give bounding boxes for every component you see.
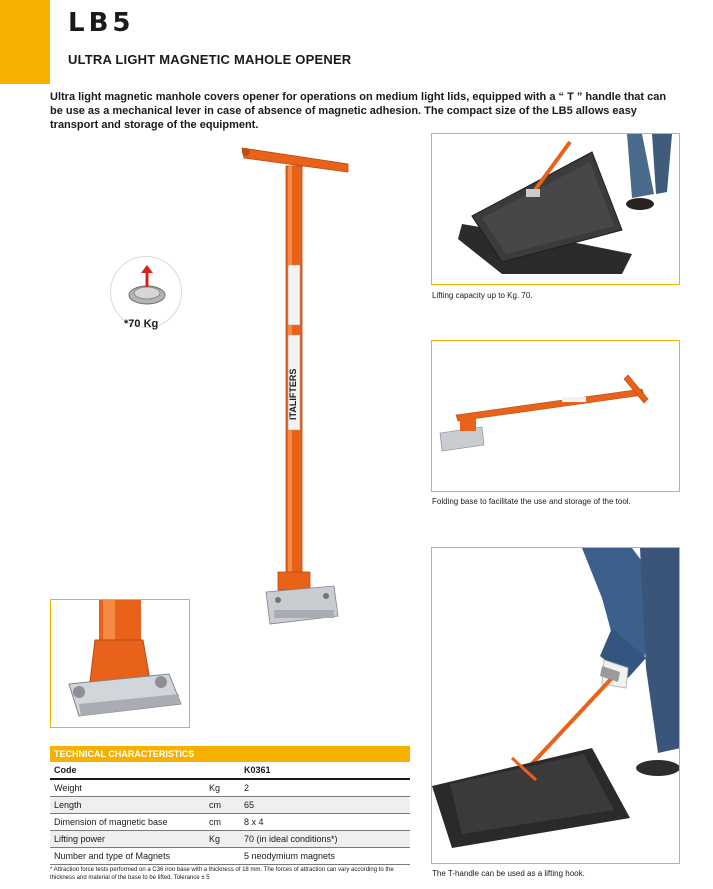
table-row xyxy=(50,847,410,864)
photo-folding-base xyxy=(431,340,680,492)
row-unit xyxy=(205,762,240,779)
table-row xyxy=(50,796,410,813)
photo-base-detail xyxy=(50,599,190,728)
table-row-code xyxy=(50,762,410,779)
photo-caption-1: Lifting capacity up to Kg. 70. xyxy=(432,291,533,300)
row-label: Dimension of magnetic base xyxy=(50,813,205,830)
row-label: Weight xyxy=(50,779,205,796)
row-label: Lifting power xyxy=(50,830,205,847)
row-value: 5 neodymium magnets xyxy=(240,847,410,864)
row-value: 2 xyxy=(240,779,410,796)
table-header: TECHNICAL CHARACTERISTICS xyxy=(50,746,410,762)
page-title: LB5 xyxy=(68,8,135,38)
row-value: 65 xyxy=(240,796,410,813)
intro-paragraph: Ultra light magnetic manhole covers opener for operations on medium light lids, equipped with a “ T ” handle that can be use as a mechanical lever in case of absence of magnetic adhesion. The compact size of the LB5 allows easy transport and storage of the equipment. xyxy=(50,91,667,131)
brand-label: ITALIFTERS xyxy=(288,368,298,420)
row-label: Code xyxy=(50,762,205,779)
row-value: 70 (in ideal conditions*) xyxy=(240,830,410,847)
header-accent-bar xyxy=(0,0,50,84)
table-row xyxy=(50,779,410,796)
row-label: Number and type of Magnets xyxy=(50,847,205,864)
photo-caption-2: Folding base to facilitate the use and storage of the tool. xyxy=(432,497,631,506)
row-unit: Kg xyxy=(205,830,240,847)
capacity-label: *70 Kg xyxy=(124,318,159,330)
row-value: K0361 xyxy=(240,762,410,779)
table-row xyxy=(50,830,410,847)
row-unit: Kg xyxy=(205,779,240,796)
table-row xyxy=(50,813,410,830)
row-label: Length xyxy=(50,796,205,813)
table-footnote: * Attraction force tests performed on a C36 iron base with a thickness of 18 mm. The forces of attraction can vary according to the thickness and material of the base to be lifted. Tolerance ± 5 xyxy=(50,867,394,881)
row-unit xyxy=(205,847,240,864)
row-unit: cm xyxy=(205,813,240,830)
photo-caption-3: The T-handle can be used as a lifting hook. xyxy=(432,869,585,878)
technical-characteristics-table xyxy=(50,746,410,865)
photo-lifting-capacity xyxy=(431,133,680,285)
photo-t-handle-hook xyxy=(431,547,680,864)
row-unit: cm xyxy=(205,796,240,813)
page-subtitle: ULTRA LIGHT MAGNETIC MAHOLE OPENER xyxy=(68,52,352,67)
row-value: 8 x 4 xyxy=(240,813,410,830)
product-image xyxy=(230,140,370,640)
